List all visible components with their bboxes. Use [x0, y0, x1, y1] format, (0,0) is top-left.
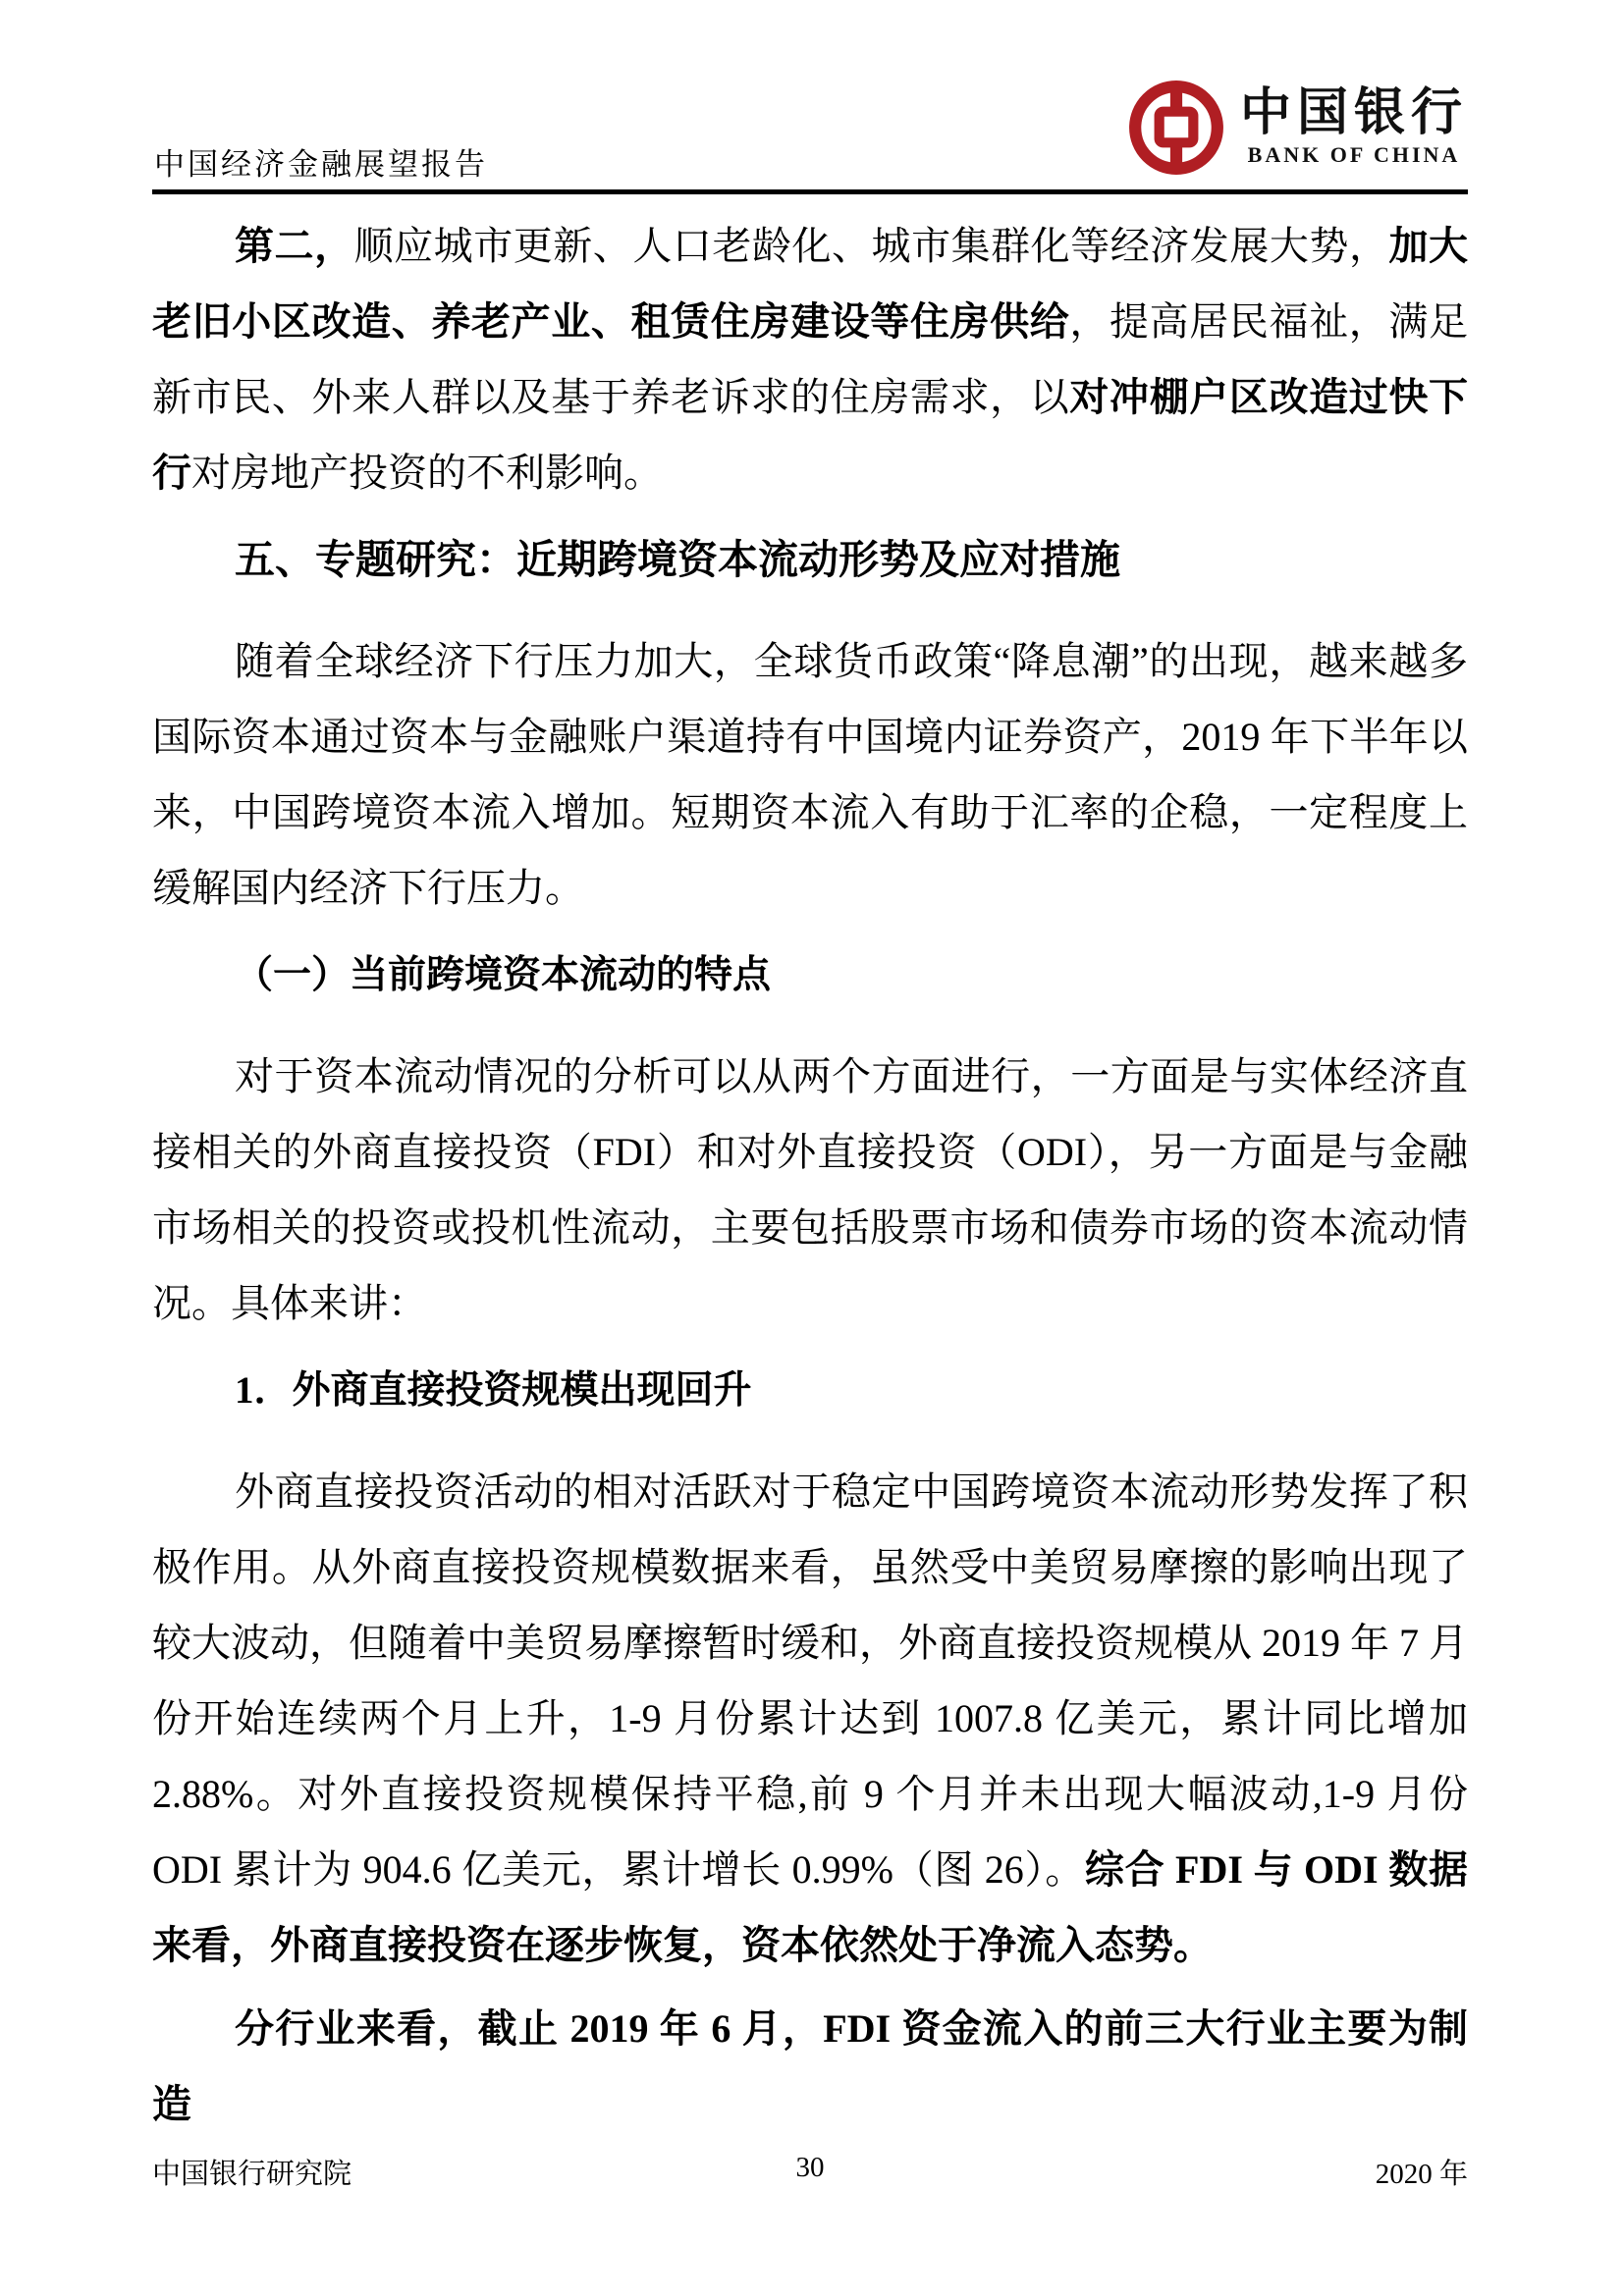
logo-chinese-name: 中国银行	[1239, 82, 1468, 142]
text-run-bold: （一）当前跨境资本流动的特点	[235, 954, 772, 996]
text-run: 随着全球经济下行压力加大，全球货币政策“降息潮”的出现，越来越多国际资本通过资本与金融账户渠道持有中国境内证券资产，2019 年下半年以来，中国跨境资本流入增加。短期资本流入有助于汇率的企稳，一定程度上缓解国内经济下行压力。	[152, 639, 1468, 910]
subsection-heading-capital-flow-features	[152, 937, 1468, 1013]
footer-institution: 中国银行研究院	[152, 2159, 352, 2190]
text-run-bold: 加大老旧小区改造、养老产业、租赁住房建设等住房供给	[152, 224, 1469, 344]
logo-english-name: BANK OF CHINA	[1247, 142, 1461, 167]
document-body	[152, 208, 1468, 2142]
text-run-bold: 近期跨境资本流动形势及应对措施	[516, 537, 1120, 582]
report-title: 中国经济金融展望报告	[154, 147, 488, 182]
page-header	[152, 0, 1468, 194]
text-run: ，提高居民福祉，满足新市民、外来人群以及基于养老诉求的住房需求，以	[152, 299, 1468, 419]
paragraph-housing-policy	[152, 208, 1468, 510]
section-heading-special-topic	[152, 522, 1468, 598]
logo-wordmark	[1239, 82, 1468, 168]
text-run-bold: 1．外商直接投资规模出现回升	[235, 1369, 752, 1412]
page-number: 30	[795, 2152, 825, 2183]
paragraph-capital-inflow-intro	[152, 623, 1468, 926]
text-run-bold: 第二，	[235, 224, 354, 268]
text-run-bold: 五、专题研究：	[235, 537, 516, 582]
bank-of-china-emblem-icon	[1126, 78, 1226, 178]
text-run: 外商直接投资活动的相对活跃对于稳定中国跨境资本流动形势发挥了积极作用。从外商直接投资规模数据来看，虽然受中美贸易摩擦的影响出现了较大波动，但随着中美贸易摩擦暂时缓和，外商直接投资规模从 2019 年 7 月份开始连续两个月上升，1-9 月份累计达到 1007.8 亿美元，累计同比增加 2.88%。对外直接投资规模保持平稳,前 9 个月并未出现大幅波动,1-9 月份 ODI 累计为 904.6 亿美元，累计增长 0.99%（图 26）。	[152, 1469, 1468, 1892]
text-run-bold: 分行业来看，截止 2019 年 6 月，FDI 资金流入的前三大行业主要为制造	[152, 2006, 1468, 2126]
text-run: 对房地产投资的不利影响。	[191, 451, 663, 495]
bank-of-china-logo	[1126, 78, 1468, 178]
text-run: 顺应城市更新、人口老龄化、城市集群化等经济发展大势，	[353, 224, 1389, 268]
paragraph-fdi-odi-framework	[152, 1039, 1468, 1341]
text-run: 对于资本流动情况的分析可以从两个方面进行，一方面是与实体经济直接相关的外商直接投资（FDI）和对外直接投资（ODI），另一方面是与金融市场相关的投资或投机性流动，主要包括股票市场和债券市场的资本流动情况。具体来讲：	[152, 1054, 1468, 1325]
footer-year: 2020 年	[1375, 2159, 1468, 2190]
paragraph-fdi-odi-data	[152, 1454, 1468, 1983]
page-footer	[152, 2152, 1468, 2192]
numbered-heading-fdi-rebound	[152, 1353, 1468, 1428]
text-run-bold: 对冲棚户区改造过快下行	[152, 375, 1468, 495]
paragraph-fdi-by-industry	[152, 1991, 1468, 2142]
text-run-bold: 综合 FDI 与 ODI 数据来看，外商直接投资在逐步恢复，资本依然处于净流入态势。	[152, 1847, 1468, 1967]
